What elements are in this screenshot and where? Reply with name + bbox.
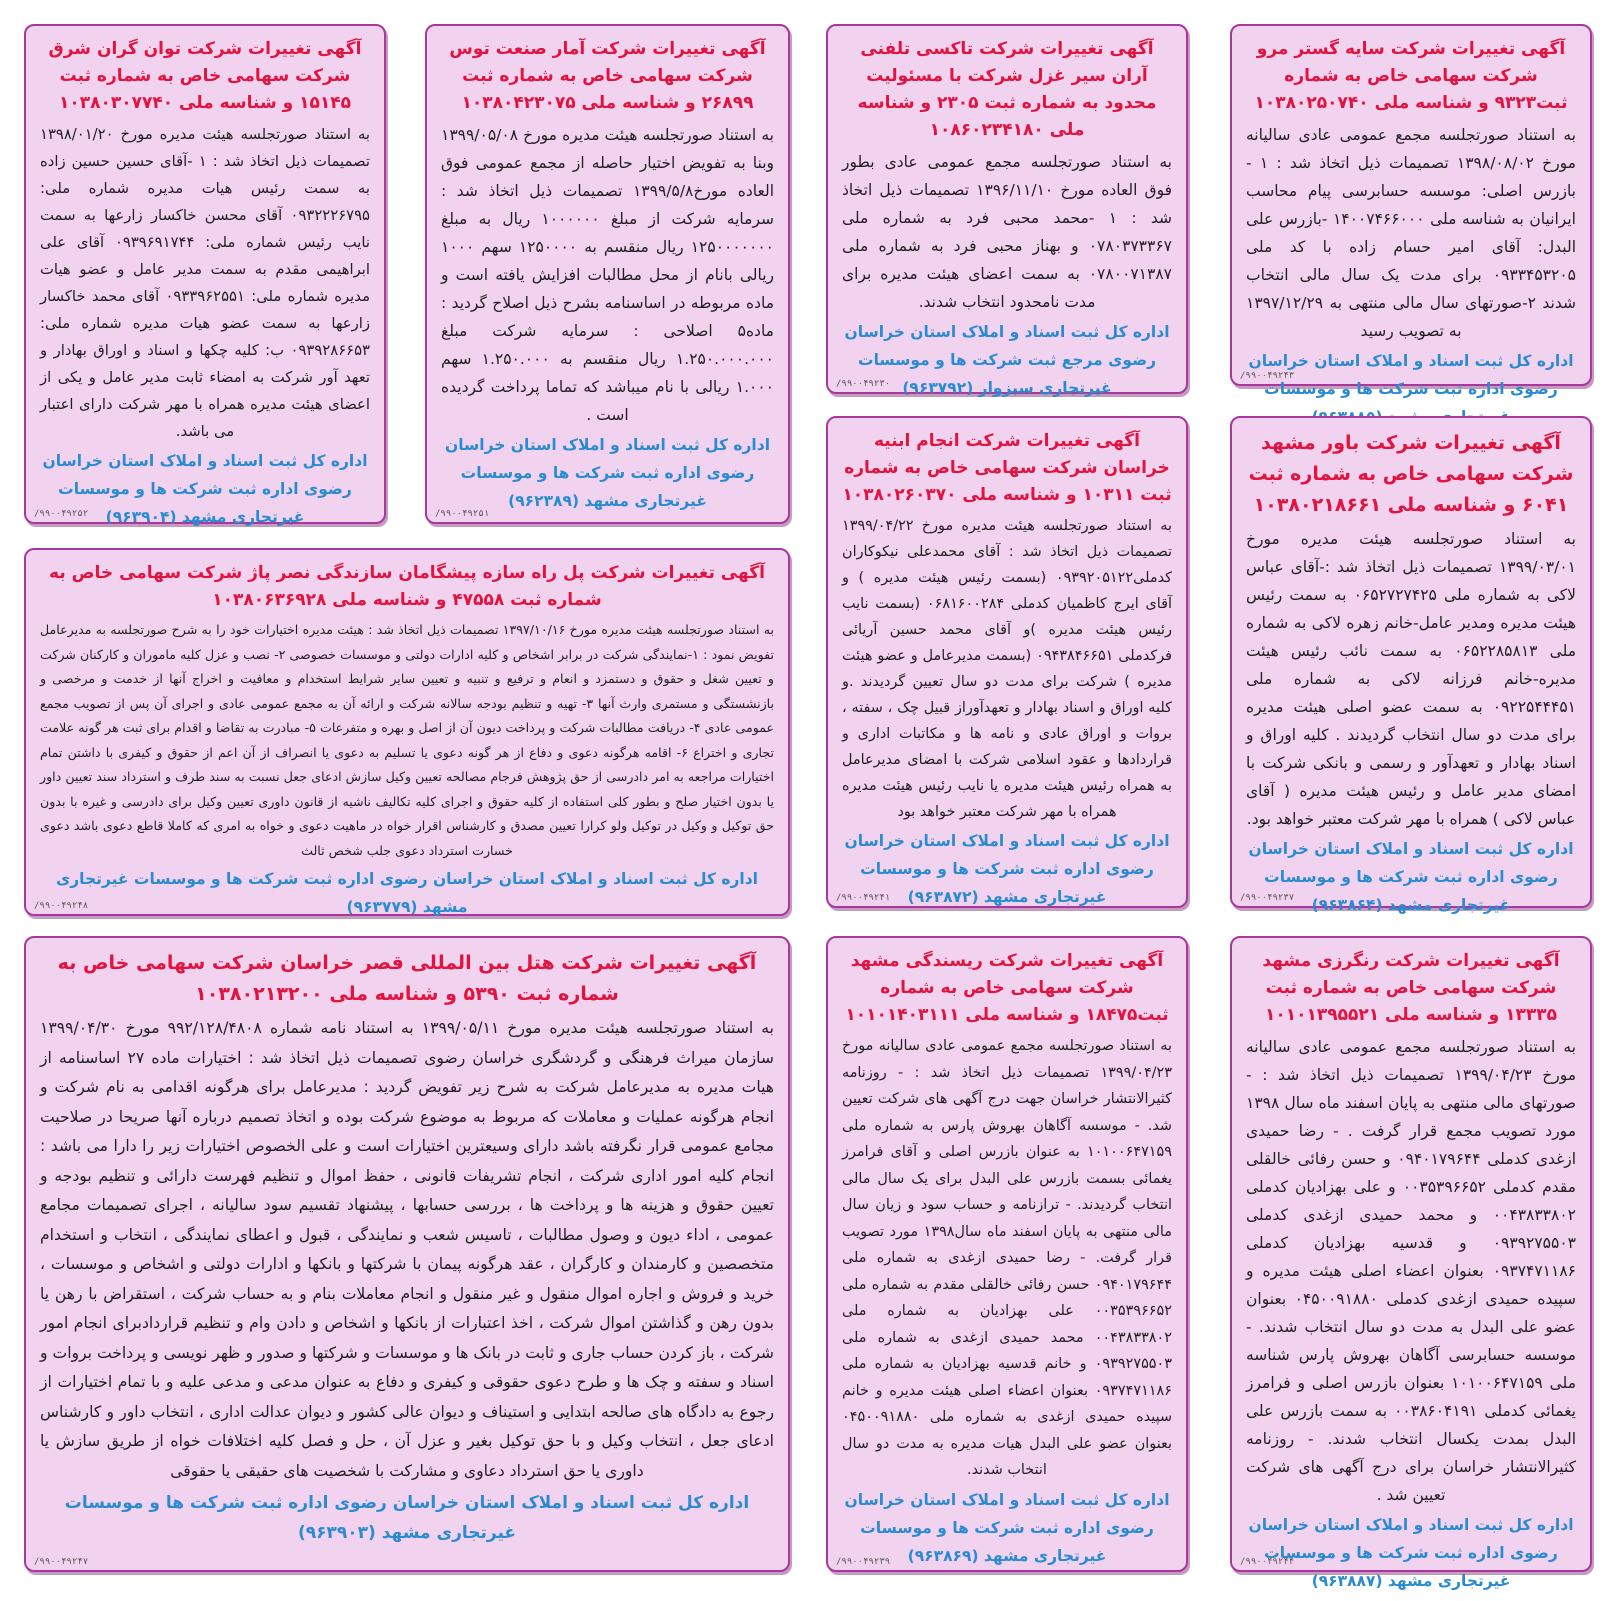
ad-body: به استناد صورتجلسه هیئت مدیره مورخ ۱۳۹۹/۰۳/۰۱ تصمیمات ذیل اتخاذ شد :-آقای عباس لاکی به شماره ملی ۰۶۵۲۷۲۷۴۲۵ به سمت رئیس هیئت مدیره ومدیر عامل-خانم زهره لاکی به شماره ملی ۰۶۵۲۲۸۵۸۱۳ به سمت نائب رئیس هیئت مدیره-خانم فرزانه لاکی به شماره ملی ۰۹۲۲۵۴۴۴۵۱ به سمت عضو اصلی هیئت مدیره برای مدت دو سال انتخاب گردیدند . کلیه اوراق و اسناد بهادار و تعهدآور و رسمی و بانکی شرکت با امضای مدیر عامل و رئیس هیئت مدیره ( آقای عباس لاکی ) همراه با مهر شرکت معتبر خواهد بود. (1246, 530, 1577, 828)
ad-code: /۹۹۰۰۴۹۲۵۱ (435, 509, 490, 519)
ad-title: آگهی تغییرات شرکت باور مشهد شرکت سهامی خاص به شماره ثبت ۶۰۴۱ و شناسه ملی ۱۰۳۸۰۲۱۸۶۶۱ (1248, 432, 1574, 516)
ad-sayeh-gostar-marv (1230, 24, 1592, 398)
ad-code: /۹۹۰۰۴۹۲۴۷ (34, 1557, 89, 1567)
ad-footer: اداره کل ثبت اسناد و املاک استان خراسان رضوی اداره ثبت شرکت ها و موسسات (1248, 352, 1574, 398)
ad-risandegi-mashhad (826, 936, 1188, 1572)
ad-body: به استناد صورتجلسه مجمع عمومی عادی بطور فوق العاده مورخ ۱۳۹۶/۱۱/۱۰ تصمیمات ذیل اتخاذ شد : ۱ -محمد محبی فرد به شماره ملی ۰۷۸۰۳۷۳۳۶۷ و بهناز محبی فرد به شماره ملی ۰۷۸۰۰۷۱۳۸۷ به سمت اعضای هیئت مدیره برای مدت نامحدود انتخاب شدند. (842, 153, 1173, 311)
ad-body: به استناد صورتجلسه مجمع عمومی عادی سالیانه مورخ ۱۳۹۹/۰۴/۲۳ تصمیمات ذیل اتخاذ شد : - روزنامه کثیرالانتشار خراسان جهت درج آگهی های شرکت تعیین شد. - موسسه آگاهان بهروش پارس به شماره ملی ۱۰۱۰۰۶۴۷۱۵۹ به عنوان بازرس اصلی و آقای فرامرز یغمائی بسمت بازرس علی البدل برای یک سال مالی انتخاب گردیدند. - ترازنامه و حساب سود و زیان سال مالی منتهی به پایان اسفند ماه سال۱۳۹۸ مورد تصویب قرار گرفت. - رضا حمیدی ازغدی به شماره ملی ۰۹۴۰۱۷۹۶۴۴ حسن رفائی خالقلی مقدم به شماره ملی ۰۰۳۵۳۹۶۶۵۲ علی بهزادیان به شماره ملی ۰۰۴۳۸۳۳۸۰۲ محمد حمیدی ازغدی به شماره ملی ۰۹۳۹۲۷۵۵۰۳ و خانم قدسیه بهزادیان به شماره ملی ۰۹۳۷۴۷۱۱۸۶ بعنوان اعضاء اصلی هیئت مدیره و خانم سپیده حمیدی ازغدی به شماره ملی ۰۴۵۰۰۹۱۸۸۰ بعنوان عضو علی البدل هیات مدیره به مدت دو سال انتخاب شدند. (842, 1038, 1172, 1478)
ad-footer: اداره کل ثبت اسناد و املاک استان خراسان رضوی اداره ثبت شرکت ها و موسسات غیرتجاری مشهد (۹۶۳۸۶۹) (844, 1490, 1170, 1565)
ad-footer: اداره کل ثبت اسناد و املاک استان خراسان رضوی مرجع ثبت شرکت ها و موسسات غیرتجاری سبزوار (۹۶۳۷۹۲) (844, 323, 1170, 397)
ad-code: /۹۹۰۰۴۹۲۴۴ (1240, 1557, 1295, 1567)
ad-title: آگهی تغییرات شرکت توان گران شرق شرکت سهامی خاص به شماره ثبت ۱۵۱۴۵ و شناسه ملی ۱۰۳۸۰۳۰۷۷۴۰ (48, 39, 362, 113)
ad-body: به استناد صورتجلسه هیئت مدیره مورخ ۱۳۹۹/۰۵/۰۸ وبنا به تفویض اختیار حاصله از مجمع عمومی فوق العاده مورخ۱۳۹۹/۵/۸ تصمیمات ذیل اتخاذ شد : سرمایه شرکت از مبلغ ۱۰۰۰۰۰۰ ریال به مبلغ ۱۲۵۰۰۰۰۰۰۰ ریال منقسم به ۱۲۵۰۰۰۰ سهم ۱۰۰۰ ریالی بانام از محل مطالبات افزایش یافته است و ماده مربوطه در اساسنامه بشرح ذیل اصلاح گردید : ماده۵ اصلاحی : سرمایه شرکت مبلغ ۱.۲۵۰.۰۰۰.۰۰۰ ریال منقسم به ۱.۲۵۰.۰۰۰ سهم ۱.۰۰۰ ریالی با نام میباشد که تماما پرداخت گردیده است . (441, 126, 774, 424)
ad-title: آگهی تغییرات شرکت تاکسی تلفنی آران سیر غزل شرکت با مسئولیت محدود به شماره ثبت ۲۳۰۵ و شناسه ملی ۱۰۸۶۰۲۳۴۱۸۰ (857, 39, 1157, 140)
ad-bavar-mashhad (1230, 416, 1592, 914)
ad-title: آگهی تغییرات شرکت هتل بین المللی قصر خراسان شرکت سهامی خاص به شماره ثبت ۵۳۹۰ و شناسه ملی ۱۰۳۸۰۲۱۳۲۰۰ (57, 952, 757, 1005)
ad-title: آگهی تغییرات شرکت سایه گستر مرو شرکت سهامی خاص به شماره ثبت۹۳۲۳ و شناسه ملی ۱۰۳۸۰۲۵۰۷۴۰ (1254, 39, 1568, 113)
ad-code: /۹۹۰۰۴۹۲۴۸ (34, 901, 89, 911)
ad-tavan-garan-shargh (24, 24, 386, 524)
ad-body: به استناد صورتجلسه مجمع عمومی عادی سالیانه مورخ ۱۳۹۸/۰۸/۰۲ تصمیمات ذیل اتخاذ شد : ۱ - بازرس اصلی: موسسه حسابرسی پیام محاسب ایرانیان به شناسه ملی ۱۴۰۰۷۴۶۶۰۰۰ -بازرس علی البدل: آقای امیر حسام زاده با کد ملی ۰۹۳۳۴۵۳۲۰۵ برای مدت یک سال مالی انتخاب شدند ۲-صورتهای سال مالی منتهی به ۱۳۹۷/۱۲/۲۹ به تصویب رسید (1246, 126, 1576, 340)
ad-footer: اداره کل ثبت اسناد و املاک استان خراسان رضوی اداره ثبت شرکت ها و موسسات غیرتجاری مشهد (۹۶۳۸۶۴) (1248, 840, 1574, 914)
ad-body: به استناد صورتجلسه هیئت مدیره مورخ ۱۳۹۹/۰۵/۱۱ به استناد نامه شماره ۹۹۲/۱۲۸/۴۸۰۸ مورخ ۱۳۹۹/۰۴/۳۰ سازمان میراث فرهنگی و گردشگری خراسان رضوی تصمیمات ذیل اتخاذ شد : اختیارات ماده ۲۷ اساسنامه از هیات مدیره به مدیرعامل شرکت به شرح زیر تفویض گردید : مدیرعامل برای هرگونه اقدامی به نام شرکت و انجام هرگونه عملیات و معاملات که مربوط به موضوع شرکت بوده و اتخاذ تصمیم درباره آنها صریحا در صلاحیت مجامع عمومی قرار نگرفته باشد دارای وسیعترین اختیارات است و علی الخصوص اختیارات زیر را دارا می باشد : انجام کلیه امور اداری شرکت ، انجام تشریفات قانونی ، حفظ اموال و تنظیم فهرست دارائی و تنظیم بودجه و تعیین حقوق و هزینه ها و پرداخت ها ، بررسی حسابها ، پیشنهاد تقسیم سود سالیانه ، اجرای تصمیمات مجامع عمومی ، اداء دیون و وصول مطالبات ، تاسیس شعب و نمایندگی ، قبول و اعطای نمایندگی ، انتخاب و استخدام متخصصین و کارمندان و کارگران ، عقد هرگونه پیمان با شرکتها و بانکها و ادارات دولتی و اشخاص و موسسات ، خرید و فروش و اجاره اموال منقول و غیر منقول و انجام معاملات بنام و به حساب شرکت ، استقراض با رهن یا بدون رهن و گذاشتن اموال شرکت ، اخذ اعتبارات از بانکها و اشخاص و دادن وام و تنظیم قراردادبرای انجام امور شرکت ، باز کردن حساب جاری و ثابت در بانک ها و موسسات و شرکتها و صدور و ظهر نویسی و پرداخت بروات و اسناد و سفته و چک ها و طرح دعوی حقوقی و کیفری و دفاع به عنوان مدعی و مدعی علیه و با تمام اختیارات از رجوع به دادگاه های صالحه ابتدایی و استیناف و دیوان عالی کشور و دیوان عدالت اداری ، انتخاب داور و کارشناس ادعای جعل ، انتخاب وکیل و با حق توکیل بغیر و عزل آن ، حل و فصل کلیه اختلافات خواه از طریق سازش یا داوری یا حق استرداد دعاوی و مشارکت با شخصیت های حقیقی یا حقوقی (40, 1019, 775, 1480)
ad-taxi-aran-seir-ghazal (826, 24, 1188, 397)
ad-code: /۹۹۰۰۴۹۲۴۳ (1240, 371, 1295, 381)
ad-footer: اداره کل ثبت اسناد و املاک استان خراسان رضوی اداره ثبت شرکت ها و موسسات غیرتجاری مشهد (۹۶۳۹۰۴) (42, 452, 368, 526)
ad-code: /۹۹۰۰۴۹۲۳۹ (836, 1557, 891, 1567)
ad-amar-sanat-toos (425, 24, 790, 524)
ad-footer: اداره کل ثبت اسناد و املاک استان خراسان رضوی اداره ثبت شرکت ها و موسسات غیرتجاری مشهد (۹۶۳۸۸۷) (1248, 1516, 1574, 1590)
ad-pol-rah-sazeh (24, 548, 790, 916)
ad-code: /۹۹۰۰۴۹۲۵۲ (34, 509, 89, 519)
ad-code: /۹۹۰۰۴۹۲۳۷ (1240, 893, 1295, 903)
ad-title: آگهی تغییرات شرکت رنگرزی مشهد شرکت سهامی خاص به شماره ثبت ۱۳۳۳۵ و شناسه ملی ۱۰۱۰۱۳۹۵۵۲۱ (1262, 951, 1560, 1025)
ad-title: آگهی تغییرات شرکت ریسندگی مشهد شرکت سهامی خاص به شماره ثبت۱۸۴۷۵ و شناسه ملی ۱۰۱۰۱۴۰۳۱۱۱ (845, 951, 1169, 1025)
ad-anjam-abniyeh-khorasan (826, 416, 1188, 908)
ad-code: /۹۹۰۰۴۹۲۳۰ (836, 379, 891, 389)
ad-body: به استناد صورتجلسه مجمع عمومی عادی سالیانه مورخ ۱۳۹۹/۰۴/۲۳ تصمیمات ذیل اتخاذ شد : - صورتهای مالی منتهی به پایان اسفند ماه سال ۱۳۹۸ مورد تصویب مجمع قرار گرفت . - رضا حمیدی ازغدی کدملی ۰۹۴۰۱۷۹۶۴۴ و حسن رفائی خالقلی مقدم کدملی ۰۰۳۵۳۹۶۶۵۲ و علی بهزادیان کدملی ۰۰۴۳۸۳۳۸۰۲ و محمد حمیدی ازغدی کدملی ۰۹۳۹۲۷۵۵۰۳ و قدسیه بهزادیان کدملی ۰۹۳۷۴۷۱۱۸۶ بعنوان اعضاء اصلی هیئت مدیره و سپیده حمیدی ازغدی کدملی ۰۴۵۰۰۹۱۸۸۰ بعنوان عضو علی البدل به مدت دو سال انتخاب شدند. - موسسه حسابرسی آگاهان بهروش پارس شناسه ملی ۱۰۱۰۰۶۴۷۱۵۹ بعنوان بازرس اصلی و فرامرز یغمائی کدملی ۰۰۳۸۶۰۴۱۹۱ به سمت بازرس علی البدل بمدت یکسال انتخاب شدند. - روزنامه کثیرالانتشار خراسان برای درج آگهی های شرکت تعیین شد . (1246, 1038, 1577, 1504)
ad-title: آگهی تغییرات شرکت پل راه سازه پیشگامان سازندگی نصر پاژ شرکت سهامی خاص به شماره ثبت ۴۷۵۵۸ و شناسه ملی ۱۰۳۸۰۶۳۶۹۲۸ (49, 563, 765, 610)
ad-body: به استناد صورتجلسه هیئت مدیره مورخ ۱۳۹۸/۰۱/۲۰ تصمیمات ذیل اتخاذ شد : ۱ -آقای حسین حسین زاده به سمت رئیس هیات مدیره شماره ملی: ۰۹۳۲۲۲۶۷۹۵ آقای محسن خاکسار زارعها به سمت نایب رئیس شماره ملی: ۰۹۳۹۶۹۱۷۴۴ آقای علی ابراهیمی مقدم به سمت مدیر عامل و عضو هیات مدیره شماره ملی: ۰۹۳۳۹۶۲۵۵۱ آقای محمد خاکسار زارعها به سمت عضو هیات مدیره شماره ملی: ۰۹۳۹۲۸۶۶۵۳ ب: کلیه چکها و اسناد و اوراق بهادار و تعهد آور شرکت به امضاء ثابت مدیر عامل و یکی از اعضای هیئت مدیره همراه با مهر شرکت دارای اعتبار می باشد. (40, 126, 370, 440)
ad-footer: اداره کل ثبت اسناد و املاک استان خراسان رضوی اداره ثبت شرکت ها و موسسات غیرتجاری مشهد (۹۶۳۹۰۳) (64, 1493, 750, 1543)
ad-footer: اداره کل ثبت اسناد و املاک استان خراسان رضوی اداره ثبت شرکت ها و موسسات غیرتجاری مشهد (۹۶۳۷۷۹) (56, 870, 758, 916)
ad-footer: اداره کل ثبت اسناد و املاک استان خراسان رضوی اداره ثبت شرکت ها و موسسات غیرتجاری مشهد (۹۶۳۸۷۲) (844, 832, 1170, 906)
ad-body: به استناد صورتجلسه هیئت مدیره مورخ ۱۳۹۷/۱۰/۱۶ تصمیمات ذیل اتخاذ شد : هیئت مدیره اختیارات خود را به شرح صورتجلسه به مدیرعامل تفویض نمود : ۱-نمایندگی شرکت در برابر اشخاص و کلیه ادارات دولتی و موسسات خصوصی ۲- نصب و عزل کلیه ماموران و کارکنان شرکت و تعیین شغل و حقوق و دستمزد و انعام و ترفیع و تنبیه و تعیین سایر شرایط استخدام و معافیت و اخراج آنها از خدمت و مرخصی و بازنشستگی و مستمری وارث آنها ۳- تهیه و تنظیم بودجه سالانه شرکت و ارائه آن به مجمع عمومی عادی و اجرای آن پس از تصویب مجمع عمومی عادی ۴- دریافت مطالبات شرکت و پرداخت دیون آن از اصل و بهره و متفرعات ۵- مبادرت به تقاضا و اقدام برای ثبت هر گونه علامت تجاری و اختراع ۶- اقامه هرگونه دعوی و دفاع از هر گونه دعوی یا تسلیم به دعوی یا انصراف از آن اعم از حقوق و کیفری با داشتن تمام اختیارات مراجعه به امر دادرسی از حق پژوهش فرجام مصالحه تعیین وکیل سازش ادعای جعل نسبت به سند طرف و استرداد سند تعیین داور یا بدون اختیار صلح و بطور کلی استفاده از کلیه حقوق و اجرای کلیه تکالیف ناشیه از قانون داوری تعیین وکیل برای دادرسی و غیره با بدون حق توکیل و وکیل در توکیل ولو کرارا تعیین مصدق و کارشناس اقرار خواه در ماهیت دعوی و خواه به امری که کاملا قاطع دعوی باشد دعوی خسارت استرداد دعوی جلب شخص ثالث (40, 622, 774, 858)
ad-body: به استناد صورتجلسه هیئت مدیره مورخ ۱۳۹۹/۰۴/۲۲ تصمیمات ذیل اتخاذ شد : آقای محمدعلی نیکوکاران کدملی۰۹۳۹۲۰۵۱۲۲ (بسمت رئیس هیئت مدیره ) و آقای ایرج کاظمیان کدملی ۰۶۸۱۶۰۰۲۸۴ (بسمت نایب رئیس هیئت مدیره )و آقای محمد حسین آریائی فرکدملی ۰۹۴۳۸۴۶۶۵۱ (بسمت مدیرعامل و عضو هیئت مدیره ) شرکت برای مدت دو سال تعیین گردیدند .و کلیه اوراق و اسناد بهادار و تعهدآوراز قبیل چک ، سفته ، بروات و اوراق عادی و نامه ها و مکاتبات اداری و قراردادها و عقود اسلامی شرکت با امضای مدیرعامل به همراه رئیس هیئت مدیره یا نایب رئیس هیئت مدیره همراه با مهر شرکت معتبر خواهد بود (842, 518, 1173, 820)
ad-title: آگهی تغییرات شرکت آمار صنعت توس شرکت سهامی خاص به شماره ثبت ۲۶۸۹۹ و شناسه ملی ۱۰۳۸۰۴۲۳۰۷۵ (449, 39, 766, 113)
ad-hotel-ghasr-khorasan (24, 936, 790, 1572)
ad-footer: اداره کل ثبت اسناد و املاک استان خراسان رضوی اداره ثبت شرکت ها و موسسات غیرتجاری مشهد (۹۶۲۳۸۹) (444, 436, 771, 510)
ad-title: آگهی تغییرات شرکت انجام ابنیه خراسان شرکت سهامی خاص به شماره ثبت ۱۰۳۱۱ و شناسه ملی ۱۰۳۸۰۲۶۰۳۷۰ (842, 431, 1172, 505)
ad-rangrezi-mashhad (1230, 936, 1592, 1590)
ad-code: /۹۹۰۰۴۹۲۴۱ (836, 893, 891, 903)
